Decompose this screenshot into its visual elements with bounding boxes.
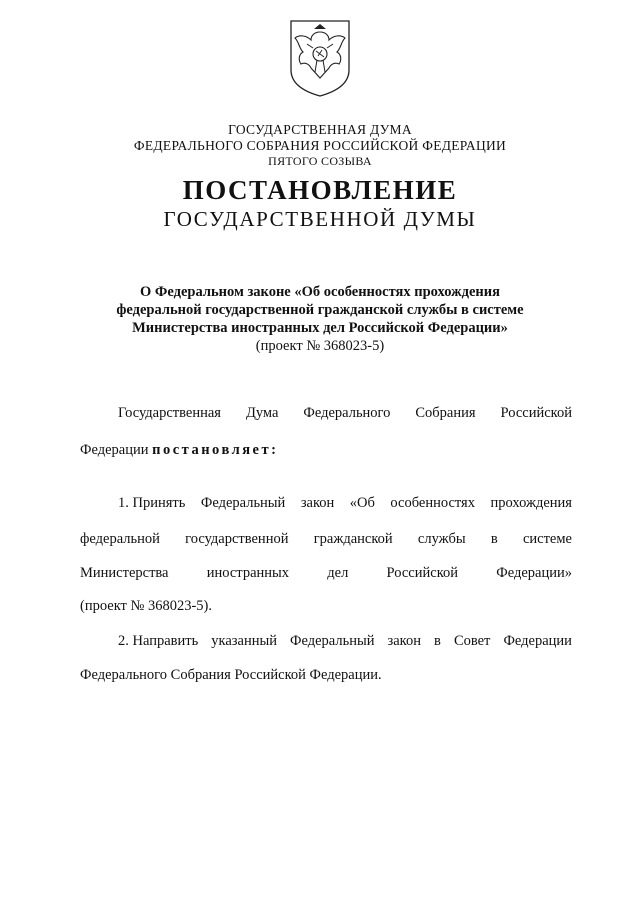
- item-word: гражданской: [313, 531, 393, 547]
- item-word: дел: [327, 565, 349, 581]
- item-word: федеральной: [80, 531, 160, 547]
- item-word: Министерства: [80, 565, 169, 581]
- document-subtitle: ГОСУДАРСТВЕННОЙ ДУМЫ: [163, 207, 477, 231]
- state-emblem-icon: [287, 18, 353, 98]
- preamble-line-2: [80, 442, 278, 459]
- preamble-word: Собрания: [415, 405, 476, 421]
- preamble-line-1: [118, 405, 572, 422]
- item-word: системе: [522, 531, 572, 547]
- item-word: в: [434, 633, 441, 649]
- subject-bill-number: (проект № 368023-5): [255, 338, 385, 354]
- item-word: Федеральный: [290, 633, 375, 649]
- item-word: закон: [300, 495, 335, 511]
- subject-line-2: федеральной государственной гражданской службы в системе: [116, 302, 524, 318]
- item-word: «Об: [349, 495, 375, 511]
- preamble-text: Федерации: [80, 442, 153, 458]
- preamble-word: Дума: [245, 405, 279, 421]
- item-word: указанный: [211, 633, 277, 649]
- preamble-word: Государственная: [118, 405, 221, 421]
- item-word: особенностях: [390, 495, 475, 511]
- item-word: Федерации»: [496, 565, 572, 581]
- item-word: Федеральный: [200, 495, 286, 511]
- header-line-2: ФЕДЕРАЛЬНОГО СОБРАНИЯ РОССИЙСКОЙ ФЕДЕРАЦИИ: [133, 138, 507, 153]
- item-word: Российской: [386, 565, 459, 581]
- preamble-word: Федерального: [303, 405, 391, 421]
- header-line-1: ГОСУДАРСТВЕННАЯ ДУМА: [228, 122, 412, 137]
- item1-line-1: [118, 495, 572, 512]
- item1-line-2: [80, 531, 572, 548]
- item-word: Совет: [453, 633, 491, 649]
- subject-line-1: О Федеральном законе «Об особенностях прохождения: [140, 284, 500, 300]
- item-word: 2. Направить: [118, 633, 199, 649]
- item1-line-4: (проект № 368023-5).: [80, 598, 213, 614]
- header-line-3: ПЯТОГО СОЗЫВА: [268, 154, 372, 168]
- item-word: государственной: [185, 531, 289, 547]
- item-word: иностранных: [206, 565, 290, 581]
- item-word: прохождения: [490, 495, 572, 511]
- item1-line-3: [80, 565, 572, 582]
- item2-line-1: [118, 633, 572, 650]
- item-word: в: [490, 531, 498, 547]
- item-word: 1. Принять: [118, 495, 186, 511]
- item2-line-2: Федерального Собрания Российской Федерации.: [80, 667, 382, 683]
- subject-line-3: Министерства иностранных дел Российской Федерации»: [132, 320, 508, 336]
- item-word: службы: [417, 531, 466, 547]
- document-title: ПОСТАНОВЛЕНИЕ: [182, 175, 458, 205]
- item-word: Федерации: [503, 633, 572, 649]
- preamble-word: Российской: [500, 405, 572, 421]
- item-word: закон: [387, 633, 421, 649]
- resolves-keyword: постановляет:: [152, 442, 279, 458]
